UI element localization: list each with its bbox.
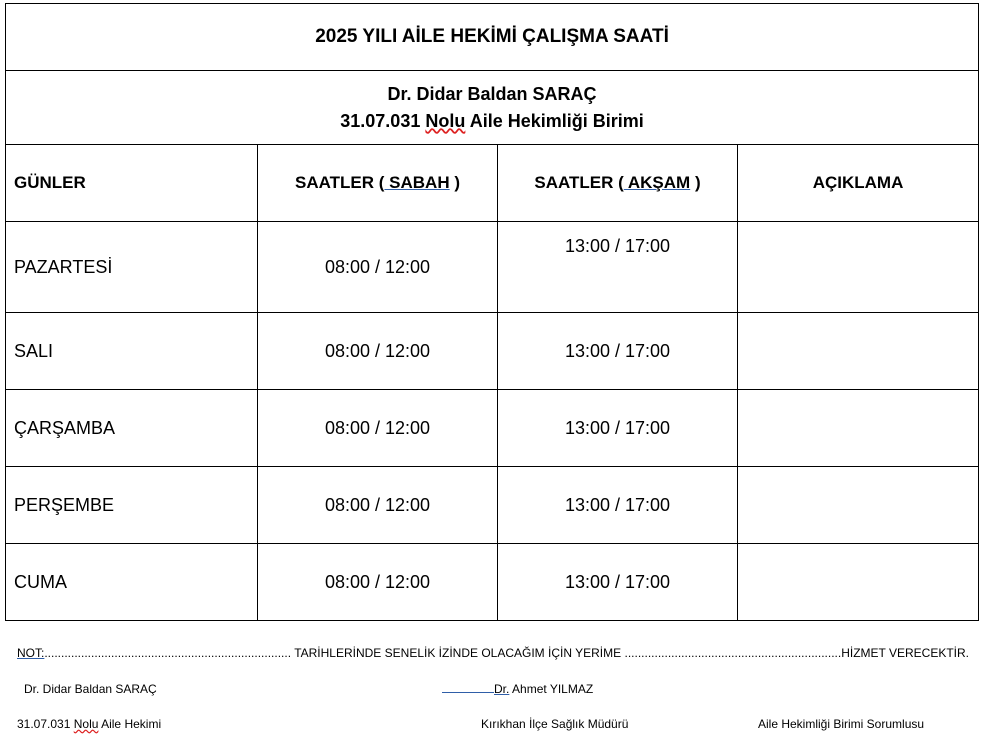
signature-middle-title: Kırıkhan İlçe Sağlık Müdürü xyxy=(481,717,629,731)
table-row xyxy=(6,544,979,621)
header-evening: SAATLER ( AKŞAM ) xyxy=(498,145,738,222)
table-row xyxy=(6,313,979,390)
note-cell xyxy=(738,222,979,313)
header-morning: SAATLER ( SABAH ) xyxy=(258,145,498,222)
evening-hours-cell: 13:00 / 17:00 xyxy=(498,390,738,467)
signature-right-title: Aile Hekimliği Birimi Sorumlusu xyxy=(758,717,925,731)
schedule-table xyxy=(5,3,979,621)
evening-hours-cell: 13:00 / 17:00 xyxy=(498,313,738,390)
note-end-text: HİZMET VERECEKTİR. xyxy=(841,646,969,660)
evening-hours-cell: 13:00 / 17:00 xyxy=(498,467,738,544)
day-cell: SALI xyxy=(6,313,258,390)
unit-name: 31.07.031 Nolu Aile Hekimliği Birimi xyxy=(340,110,644,131)
doctor-unit-header xyxy=(6,71,979,145)
morning-hours-cell: 08:00 / 12:00 xyxy=(258,544,498,621)
note-substitute-blank: ................................................................. xyxy=(624,646,842,660)
header-notes: AÇIKLAMA xyxy=(738,145,979,222)
note-middle-text: TARİHLERİNDE SENELİK İZİNDE OLACAĞIM İÇİN YERİME xyxy=(294,646,622,660)
signature-left-name: Dr. Didar Baldan SARAÇ xyxy=(24,682,157,696)
signature-middle-name: Dr. Ahmet YILMAZ xyxy=(442,682,593,696)
signature-blank-line xyxy=(442,682,494,693)
table-row xyxy=(6,390,979,467)
day-cell: ÇARŞAMBA xyxy=(6,390,258,467)
note-cell xyxy=(738,467,979,544)
doctor-name: Dr. Didar Baldan SARAÇ xyxy=(387,83,597,104)
note-cell xyxy=(738,390,979,467)
note-date-blank: .......................................................................... xyxy=(44,646,292,660)
table-row xyxy=(6,222,979,313)
evening-hours-cell: 13:00 / 17:00 xyxy=(498,544,738,621)
note-cell xyxy=(738,313,979,390)
day-cell: PERŞEMBE xyxy=(6,467,258,544)
day-cell: PAZARTESİ xyxy=(6,222,258,313)
morning-hours-cell: 08:00 / 12:00 xyxy=(258,222,498,313)
morning-hours-cell: 08:00 / 12:00 xyxy=(258,467,498,544)
signature-left-title: 31.07.031 Nolu Aile Hekimi xyxy=(17,717,162,731)
header-days: GÜNLER xyxy=(6,145,258,222)
morning-hours-cell: 08:00 / 12:00 xyxy=(258,313,498,390)
document-title: 2025 YILI AİLE HEKİMİ ÇALIŞMA SAATİ xyxy=(6,4,979,71)
note-cell xyxy=(738,544,979,621)
table-row xyxy=(6,467,979,544)
note-label: NOT: xyxy=(17,646,45,660)
leave-note xyxy=(17,646,969,660)
day-cell: CUMA xyxy=(6,544,258,621)
evening-hours-cell: 13:00 / 17:00 xyxy=(498,222,738,313)
morning-hours-cell: 08:00 / 12:00 xyxy=(258,390,498,467)
table-header-row xyxy=(6,145,979,222)
